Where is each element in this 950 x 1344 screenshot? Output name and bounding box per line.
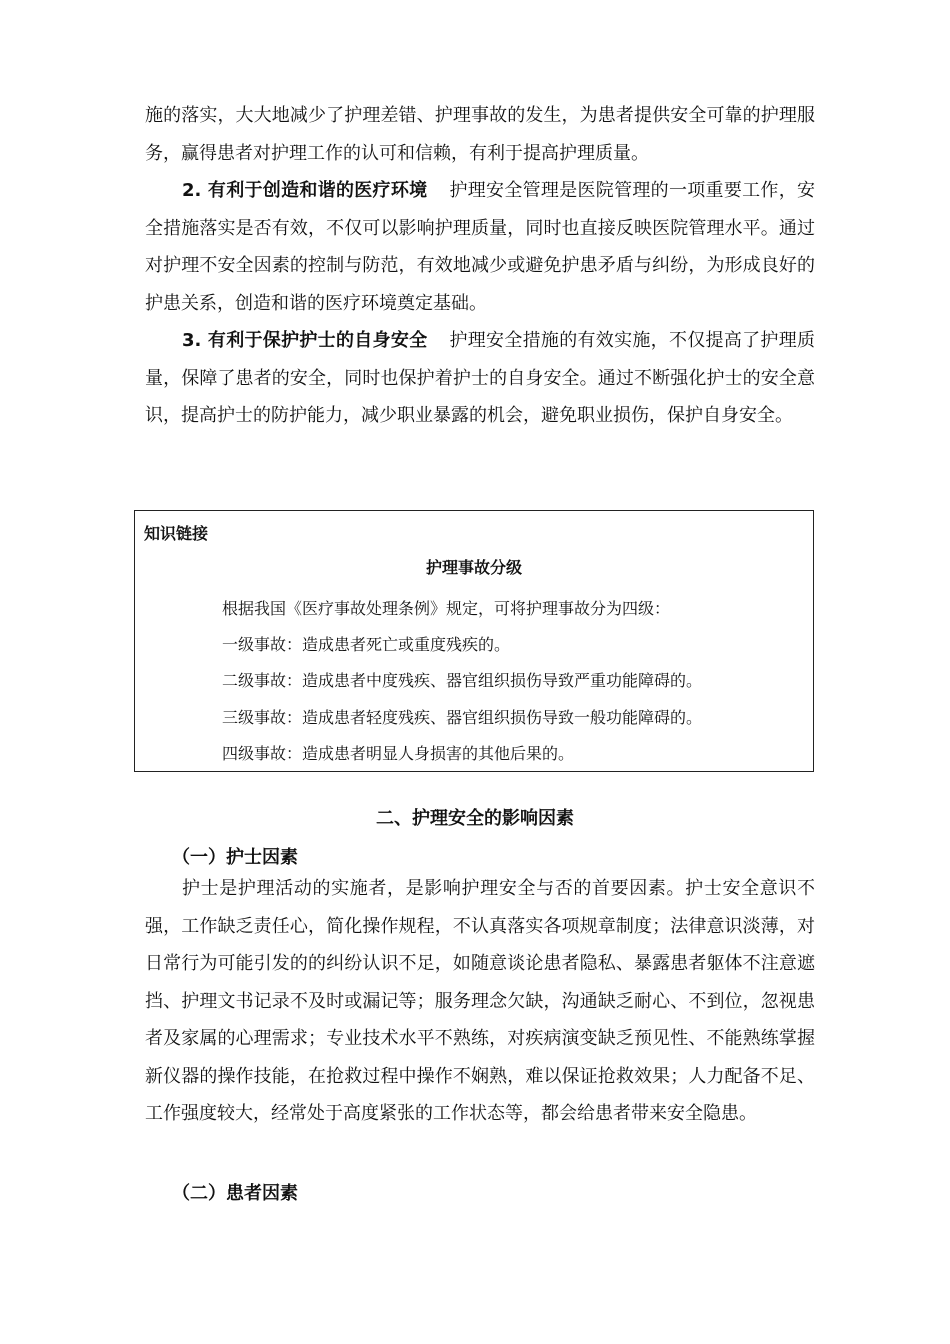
box-level-1: 一级事故：造成患者死亡或重度残疾的。 <box>222 635 511 654</box>
paragraph-body: 护理安全措施的有效实施，不仅提高了护理质量，保障了患者的安全，同时也保护着护士的自身安全。通过不断强化护士的安全意识，提高护士的防护能力，减少职业暴露的机会，避免职业损伤，保护自身安全。 <box>145 330 815 426</box>
paragraph-heading: 3. 有利于保护护士的自身安全 <box>182 330 428 351</box>
knowledge-link-box <box>134 510 814 772</box>
section-heading: 二、护理安全的影响因素 <box>376 808 574 829</box>
box-level-2: 二级事故：造成患者中度残疾、器官组织损伤导致严重功能障碍的。 <box>222 671 703 690</box>
subsection-heading-nurse: （一）护士因素 <box>172 847 298 868</box>
box-title: 护理事故分级 <box>425 558 522 577</box>
paragraph-nurse-factors: 护士是护理活动的实施者，是影响护理安全与否的首要因素。护士安全意识不强，工作缺乏责任心，简化操作规程，不认真落实各项规章制度；法律意识淡薄，对日常行为可能引发的的纠纷认识不足，如随意谈论患者隐私、暴露患者躯体不注意遮挡、护理文书记录不及时或漏记等；服务理念欠缺，沟通缺乏耐心、不到位，忽视患者及家属的心理需求；专业技术水平不熟练，对疾病演变缺乏预见性、不能熟练掌握新仪器的操作技能，在抢救过程中操作不娴熟，难以保证抢救效果；人力配备不足、工作强度较大，经常处于高度紧张的工作状态等，都会给患者带来安全隐患。 <box>145 878 815 1124</box>
box-level-4: 四级事故：造成患者明显人身损害的其他后果的。 <box>222 744 575 763</box>
subsection-heading-patient: （二）患者因素 <box>172 1183 298 1204</box>
paragraph-heading: 2. 有利于创造和谐的医疗环境 <box>182 180 428 201</box>
box-label: 知识链接 <box>144 524 209 543</box>
paragraph-harmonious-environment <box>145 172 815 322</box>
box-intro: 根据我国《医疗事故处理条例》规定，可将护理事故分为四级： <box>222 599 671 618</box>
paragraph-nurse-safety <box>145 322 815 435</box>
paragraph-continuation: 施的落实，大大地减少了护理差错、护理事故的发生，为患者提供安全可靠的护理服务，赢得患者对护理工作的认可和信赖，有利于提高护理质量。 <box>145 105 815 164</box>
paragraph-body: 护理安全管理是医院管理的一项重要工作，安全措施落实是否有效，不仅可以影响护理质量，同时也直接反映医院管理水平。通过对护理不安全因素的控制与防范，有效地减少或避免护患矛盾与纠纷，为形成良好的护患关系，创造和谐的医疗环境奠定基础。 <box>145 180 815 314</box>
box-level-3: 三级事故：造成患者轻度残疾、器官组织损伤导致一般功能障碍的。 <box>222 708 703 727</box>
